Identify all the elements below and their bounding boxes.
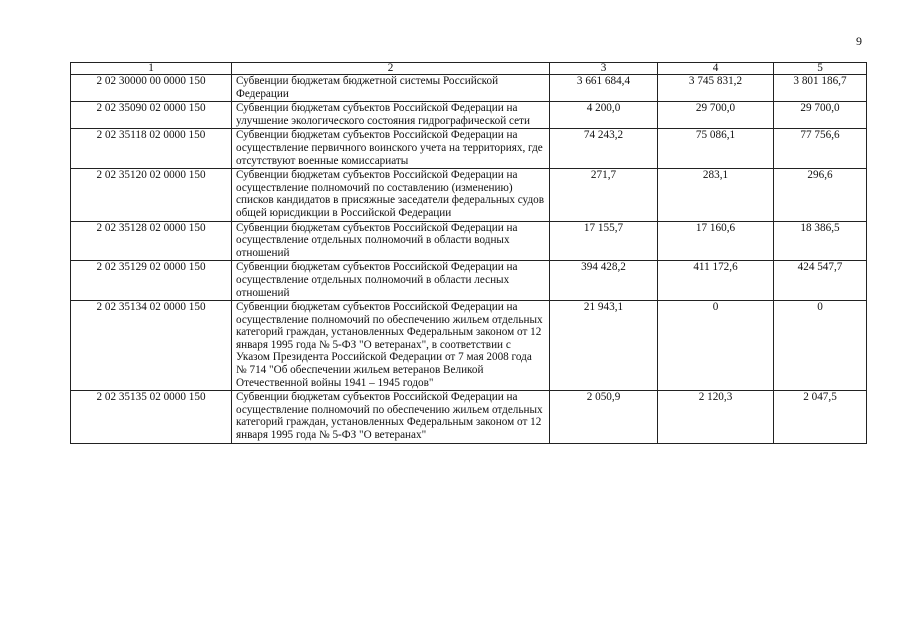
row-value-5: 0: [774, 301, 867, 391]
row-name: Субвенции бюджетам субъектов Российской Федерации на улучшение экологического состояния гидрографической сети: [232, 102, 550, 129]
row-value-5: 77 756,6: [774, 129, 867, 169]
table-row: [71, 261, 867, 301]
table-row: [71, 102, 867, 129]
page-number: 9: [856, 34, 862, 48]
row-value-3: 4 200,0: [550, 102, 658, 129]
column-header-4: 4: [658, 63, 774, 75]
row-value-5: 424 547,7: [774, 261, 867, 301]
row-value-4: 411 172,6: [658, 261, 774, 301]
table-row: [71, 391, 867, 443]
row-code: 2 02 35135 02 0000 150: [71, 391, 232, 443]
row-value-5: 2 047,5: [774, 391, 867, 443]
row-value-3: 271,7: [550, 169, 658, 221]
row-code: 2 02 35134 02 0000 150: [71, 301, 232, 391]
row-name: Субвенции бюджетам субъектов Российской Федерации на осуществление отдельных полномочий в области лесных отношений: [232, 261, 550, 301]
column-header-1: 1: [71, 63, 232, 75]
row-code: 2 02 35128 02 0000 150: [71, 221, 232, 261]
row-name: Субвенции бюджетам бюджетной системы Российской Федерации: [232, 75, 550, 102]
table-row: [71, 169, 867, 221]
row-value-4: 17 160,6: [658, 221, 774, 261]
row-name: Субвенции бюджетам субъектов Российской Федерации на осуществление полномочий по обеспечению жильем отдельных категорий граждан, установленных Федеральным законом от 12 января 1995 года № 5-ФЗ "О ветеранах": [232, 391, 550, 443]
row-code: 2 02 35118 02 0000 150: [71, 129, 232, 169]
row-value-3: 74 243,2: [550, 129, 658, 169]
row-code: 2 02 30000 00 0000 150: [71, 75, 232, 102]
row-name: Субвенции бюджетам субъектов Российской Федерации на осуществление полномочий по обеспечению жильем отдельных категорий граждан, установленных Федеральным законом от 12 января 1995 года № 5-ФЗ "О ветеранах", в соответствии с Указом Президента Российской Федерации от 7 мая 2008 года № 714 "Об обеспечении жильем ветеранов Великой Отечественной войны 1941 – 1945 годов": [232, 301, 550, 391]
table-row: [71, 129, 867, 169]
row-name: Субвенции бюджетам субъектов Российской Федерации на осуществление отдельных полномочий в области водных отношений: [232, 221, 550, 261]
row-value-5: 29 700,0: [774, 102, 867, 129]
table-row: [71, 221, 867, 261]
row-value-5: 296,6: [774, 169, 867, 221]
row-value-4: 29 700,0: [658, 102, 774, 129]
row-value-3: 21 943,1: [550, 301, 658, 391]
row-value-3: 394 428,2: [550, 261, 658, 301]
row-value-4: 3 745 831,2: [658, 75, 774, 102]
row-value-3: 2 050,9: [550, 391, 658, 443]
column-header-5: 5: [774, 63, 867, 75]
column-header-2: 2: [232, 63, 550, 75]
row-value-5: 3 801 186,7: [774, 75, 867, 102]
row-value-5: 18 386,5: [774, 221, 867, 261]
column-header-3: 3: [550, 63, 658, 75]
row-value-4: 0: [658, 301, 774, 391]
row-value-4: 2 120,3: [658, 391, 774, 443]
row-code: 2 02 35090 02 0000 150: [71, 102, 232, 129]
budget-table: [70, 62, 867, 444]
row-name: Субвенции бюджетам субъектов Российской Федерации на осуществление полномочий по составлению (изменению) списков кандидатов в присяжные заседатели федеральных судов общей юрисдикции в Российской Федерации: [232, 169, 550, 221]
row-value-3: 3 661 684,4: [550, 75, 658, 102]
row-name: Субвенции бюджетам субъектов Российской Федерации на осуществление первичного воинского учета на территориях, где отсутствуют военные комиссариаты: [232, 129, 550, 169]
table-row: [71, 75, 867, 102]
table-header-row: [71, 63, 867, 75]
row-value-4: 75 086,1: [658, 129, 774, 169]
table-row: [71, 301, 867, 391]
row-value-4: 283,1: [658, 169, 774, 221]
row-value-3: 17 155,7: [550, 221, 658, 261]
row-code: 2 02 35129 02 0000 150: [71, 261, 232, 301]
row-code: 2 02 35120 02 0000 150: [71, 169, 232, 221]
